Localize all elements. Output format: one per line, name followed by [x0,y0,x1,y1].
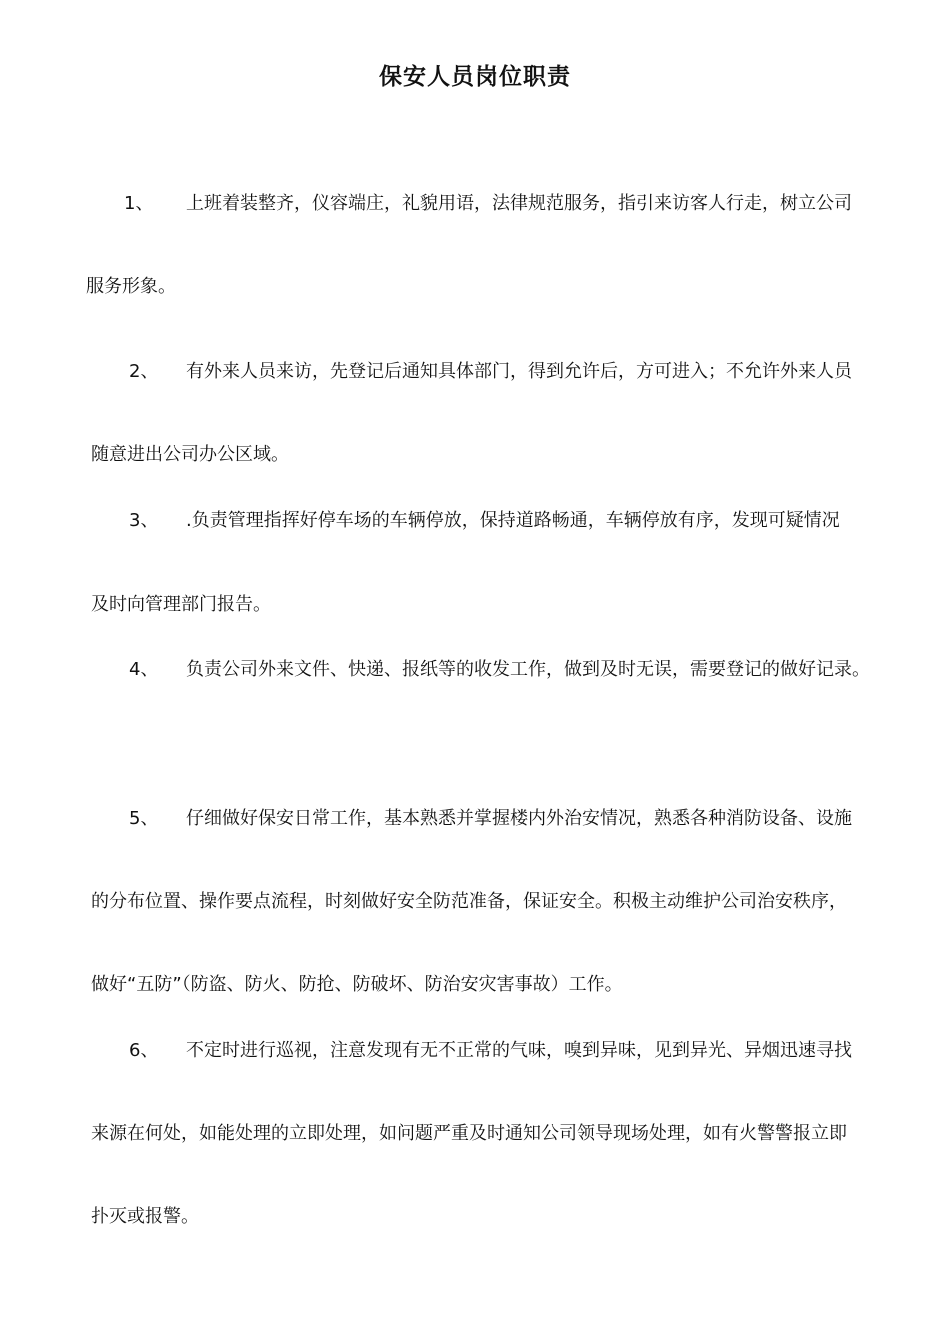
item-1-line-1: 上班着装整齐，仪容端庄，礼貌用语，法律规范服务，指引来访客人行走，树立公司 [186,193,852,214]
item-2-line-2: 随意进出公司办公区域。 [91,444,289,465]
item-6-number: 6、 [129,1040,159,1061]
item-2-line-1: 有外来人员来访，先登记后通知具体部门，得到允许后，方可进入；不允许外来人员 [186,361,852,382]
document-title: 保安人员岗位职责 [379,64,571,90]
item-1-number: 1、 [124,193,154,214]
item-6-line-1: 不定时进行巡视，注意发现有无不正常的气味，嗅到异味，见到异光、异烟迅速寻找 [186,1040,852,1061]
item-2-number: 2、 [129,361,159,382]
item-6-line-2: 来源在何处，如能处理的立即处理，如问题严重及时通知公司领导现场处理，如有火警警报立即 [91,1123,847,1144]
item-5-line-1: 仔细做好保安日常工作，基本熟悉并掌握楼内外治安情况，熟悉各种消防设备、设施 [186,808,852,829]
item-5-line-3: 做好“五防”（防盗、防火、防抢、防破坏、防治安灾害事故）工作。 [91,974,623,995]
item-5-number: 5、 [129,808,159,829]
item-4-number: 4、 [129,659,159,680]
item-3-number: 3、 [129,510,159,531]
item-3-line-2: 及时向管理部门报告。 [91,594,271,615]
item-4-line-1: 负责公司外来文件、快递、报纸等的收发工作，做到及时无误，需要登记的做好记录。 [186,659,870,680]
item-5-line-2: 的分布位置、操作要点流程，时刻做好安全防范准备，保证安全。积极主动维护公司治安秩序， [91,891,847,912]
item-6-line-3: 扑灭或报警。 [91,1206,199,1227]
item-3-line-1: .负责管理指挥好停车场的车辆停放，保持道路畅通，车辆停放有序，发现可疑情况 [186,510,840,531]
item-1-line-2: 服务形象。 [86,276,176,297]
